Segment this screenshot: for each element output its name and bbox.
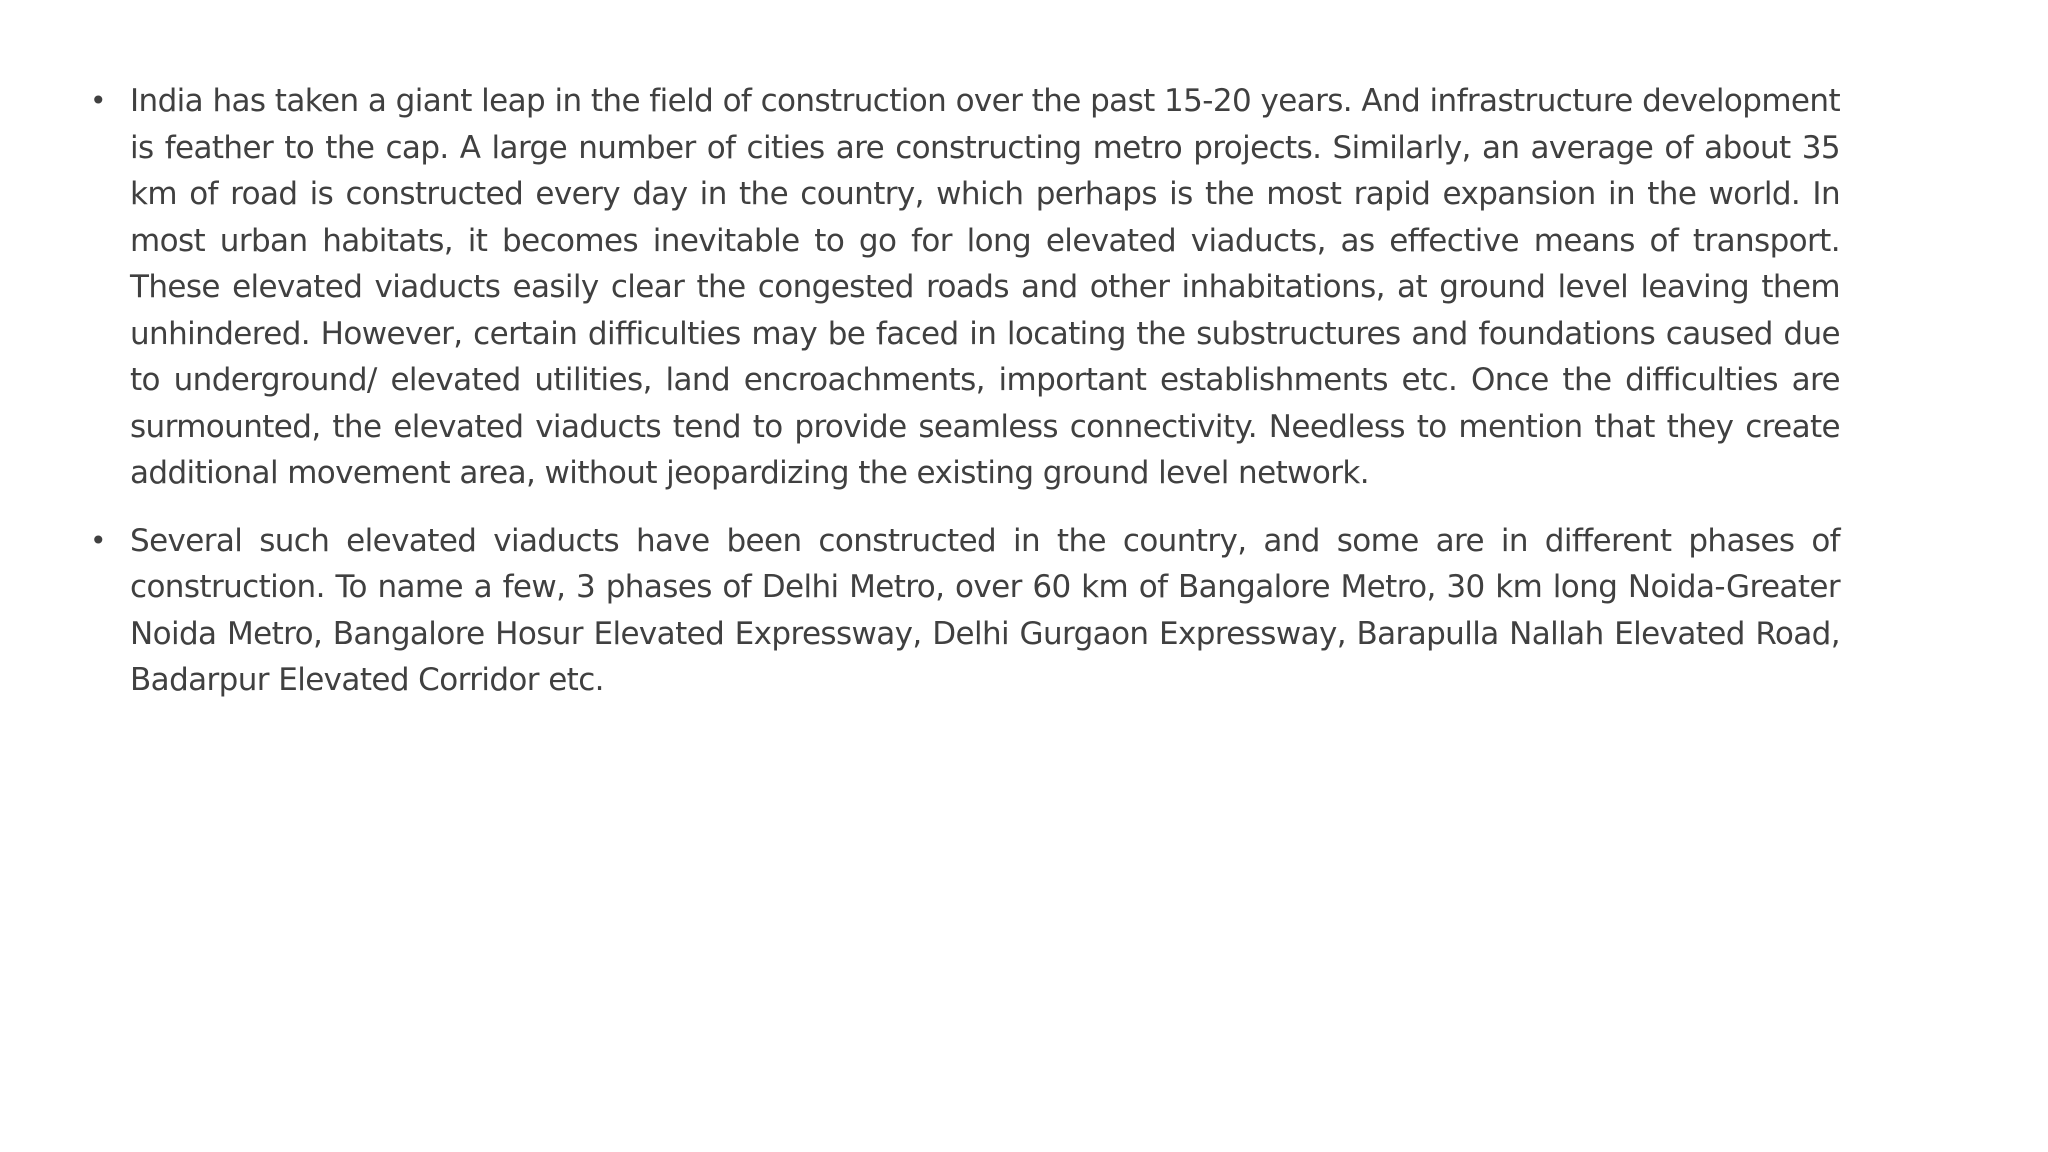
bullet-icon: • xyxy=(90,84,107,117)
bullet-icon: • xyxy=(90,523,107,557)
bullet-text: India has taken a giant leap in the field of construction over the past 15-20 years. And infrastructure development is feather to the cap. A large number of cities are constructing metro projects. Similarly, an average of about 35 km of road is constructed every day in the country, which perhaps is the most rapid expansion in the world. In most urban habitats, it becomes inevitable to go for long elevated viaducts, as effective means of transport. These elevated viaducts easily clear the congested roads and other inhabitations, at ground level leaving them unhindered. However, certain difficulties may be faced in locating the substructures and foundations caused due to underground/ elevated utilities, land encroachments, important establishments etc. Once the difficulties are surmounted, the elevated viaducts tend to provide seamless connectivity. Needless to mention that they create additional movement area, without jeopardizing the existing ground level network. xyxy=(130,83,1840,491)
bullet-item-viaducts xyxy=(88,518,1840,704)
bullet-item-infrastructure xyxy=(88,78,1840,497)
bullet-text: Several such elevated viaducts have been constructed in the country, and some are in different phases of construction. To name a few, 3 phases of Delhi Metro, over 60 km of Bangalore Metro, 30 km long Noida-Greater Noida Metro, Bangalore Hosur Elevated Expressway, Delhi Gurgaon Expressway, Barapulla Nallah Elevated Road, Badarpur Elevated Corridor etc. xyxy=(130,522,1840,698)
bullet-list xyxy=(88,78,1840,725)
